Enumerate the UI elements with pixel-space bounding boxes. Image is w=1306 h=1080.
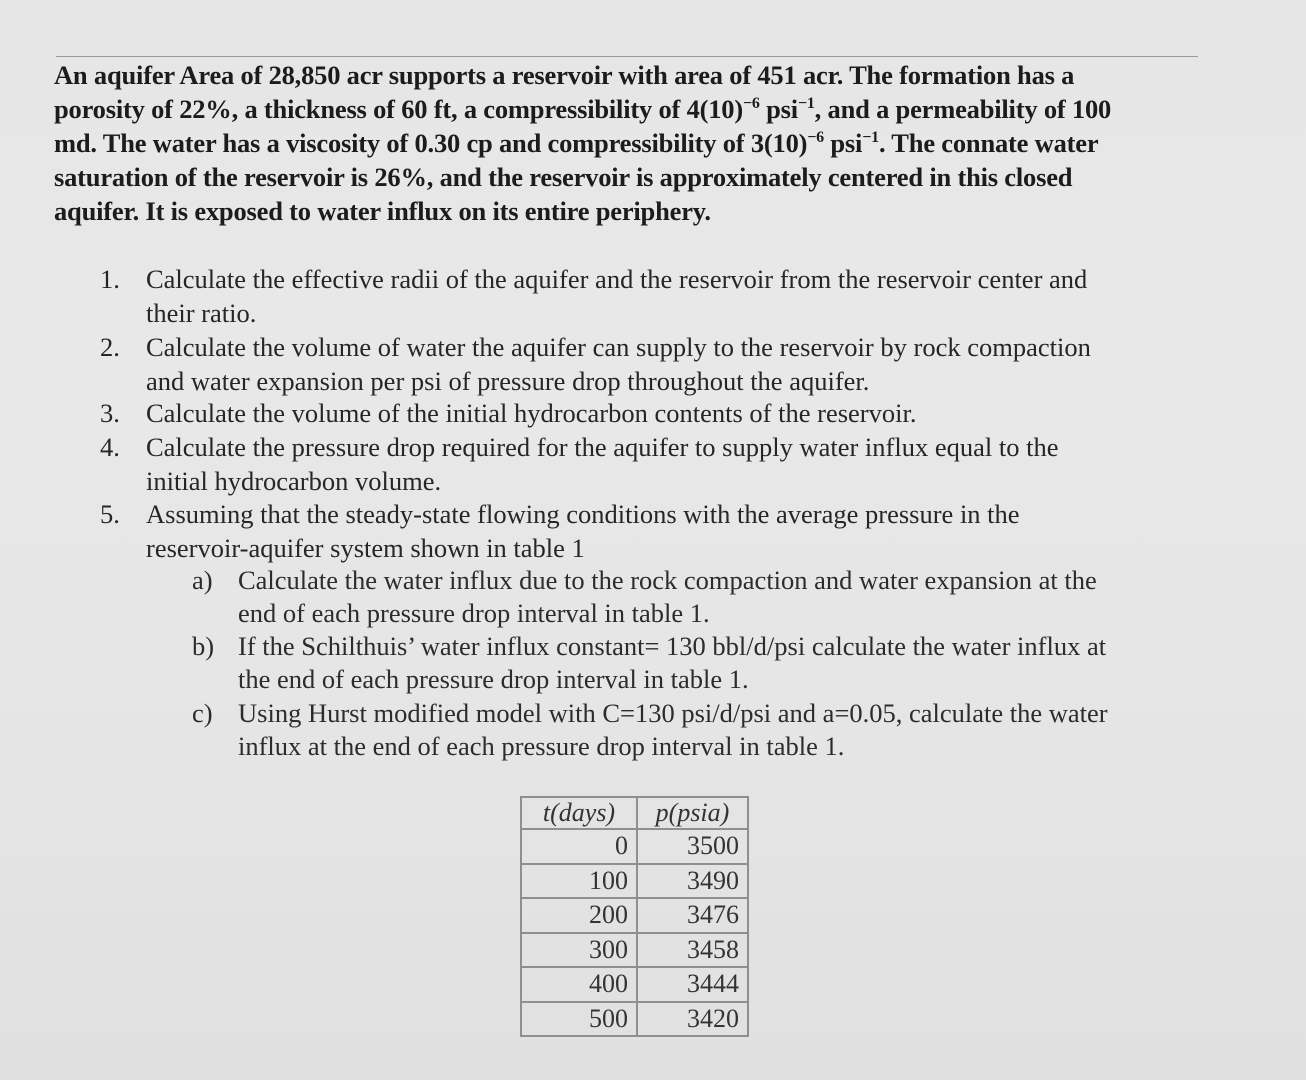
intro-line: md. The water has a viscosity of 0.30 cp and compressibility of $3(10)^{-6}$ psi$^{-1}$. The connate water [54, 128, 1099, 158]
question-text: reservoir-aquifer system shown in table 1 [146, 533, 585, 563]
question-number: 3. [100, 398, 120, 428]
table-row [521, 933, 748, 968]
intro-line: saturation of the reservoir is 26%, and the reservoir is approximately centered in this closed [54, 162, 1073, 192]
question-text: their ratio. [146, 298, 257, 328]
intro-line: An aquifer Area of 28,850 acr supports a reservoir with area of 451 acr. The formation has a [54, 60, 1075, 90]
question-number: 2. [100, 332, 120, 362]
time-cell: 300 [521, 933, 637, 968]
pressure-cell: 3476 [637, 898, 748, 933]
intro-line: aquifer. It is exposed to water influx on its entire periphery. [54, 196, 711, 226]
table-header-row [521, 797, 748, 829]
pressure-cell: 3500 [637, 829, 748, 864]
question-number: 4. [100, 432, 120, 462]
column-header-time: t(days) [521, 797, 637, 829]
table-row [521, 829, 748, 864]
subquestion-letter: a) [192, 565, 213, 595]
question-text: Calculate the volume of water the aquifer can supply to the reservoir by rock compaction [146, 332, 1091, 362]
time-cell: 0 [521, 829, 637, 864]
question-text: Calculate the effective radii of the aquifer and the reservoir from the reservoir center and [146, 264, 1088, 294]
table-row [521, 967, 748, 1002]
subquestion-letter: c) [192, 698, 213, 728]
table-row [521, 1002, 748, 1037]
subquestion-text: influx at the end of each pressure drop interval in table 1. [238, 731, 845, 761]
subquestion-text: end of each pressure drop interval in table 1. [238, 598, 710, 628]
time-cell: 200 [521, 898, 637, 933]
question-number: 5. [100, 499, 120, 529]
subquestion-text: the end of each pressure drop interval in table 1. [238, 664, 749, 694]
problem-statement [54, 58, 1214, 228]
pressure-table [520, 796, 749, 1037]
pressure-cell: 3490 [637, 864, 748, 899]
pressure-cell: 3420 [637, 1002, 748, 1037]
intro-line: porosity of 22%, a thickness of 60 ft, a compressibility of $4(10)^{-6}$ psi$^{-1}$, and a permeability of 100 [54, 94, 1112, 124]
table-row [521, 864, 748, 899]
question-text: Assuming that the steady-state flowing conditions with the average pressure in the [146, 499, 1020, 529]
pressure-cell: 3458 [637, 933, 748, 968]
question-text: initial hydrocarbon volume. [146, 466, 442, 496]
column-header-pressure: p(psia) [637, 797, 748, 829]
question-text: and water expansion per psi of pressure drop throughout the aquifer. [146, 366, 870, 396]
subquestion-text: Using Hurst modified model with C=130 psi/d/psi and a=0.05, calculate the water [238, 698, 1108, 728]
subquestion-letter: b) [192, 631, 215, 661]
time-cell: 500 [521, 1002, 637, 1037]
time-cell: 400 [521, 967, 637, 1002]
top-rule [56, 56, 1198, 57]
table-row [521, 898, 748, 933]
question-number: 1. [100, 264, 120, 294]
question-text: Calculate the volume of the initial hydrocarbon contents of the reservoir. [146, 398, 917, 428]
question-text: Calculate the pressure drop required for the aquifer to supply water influx equal to the [146, 432, 1059, 462]
subquestion-text: If the Schilthuis’ water influx constant= 130 bbl/d/psi calculate the water influx at [238, 631, 1107, 661]
time-cell: 100 [521, 864, 637, 899]
pressure-cell: 3444 [637, 967, 748, 1002]
subquestion-text: Calculate the water influx due to the rock compaction and water expansion at the [238, 565, 1097, 595]
